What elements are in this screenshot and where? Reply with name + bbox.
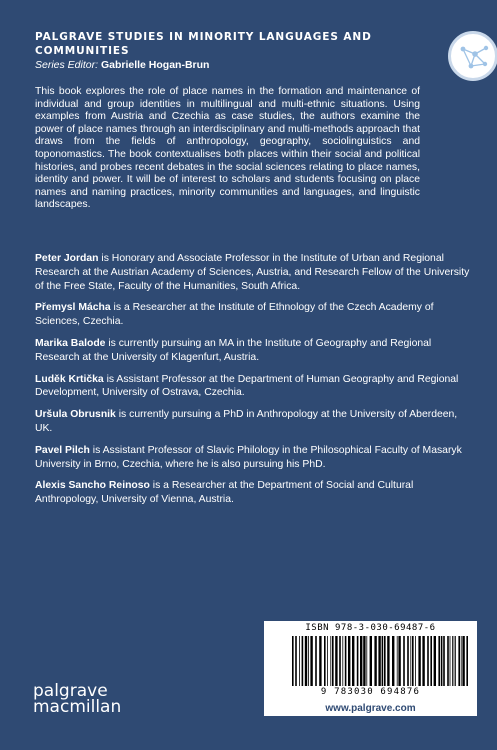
- author-name: Pavel Pilch: [35, 444, 90, 456]
- author-bio: [35, 479, 475, 507]
- publisher-logo-line1: palgrave: [33, 681, 108, 701]
- author-list: [35, 252, 475, 515]
- author-bio: [35, 301, 475, 329]
- author-bio: [35, 337, 475, 365]
- author-name: Alexis Sancho Reinoso: [35, 480, 150, 492]
- book-description: This book explores the role of place names in the formation and maintenance of individual and group identities in multilingual and multi-ethnic situations. Using examples from Austria and Czechia as case studies, the authors examine the power of place names through an interdisciplinary and multi-methods approach that draws from the fields of anthropology, geography, sociolinguistics and toponomastics. The book contextualises both places within their social and political histories, and probes recent debates in the social sciences relating to place names, identity and power. It will be of interest to scholars and students focusing on place names and naming practices, minority communities and languages, and linguistic landscapes.: [35, 86, 420, 211]
- author-name: Přemysl Mácha: [35, 302, 111, 314]
- author-name: Uršula Obrusnik: [35, 409, 116, 421]
- publisher-logo-line2: macmillan: [33, 697, 122, 717]
- publisher-logo: [33, 683, 121, 715]
- author-bio-text: is Honorary and Associate Professor in the Institute of Urban and Regional Research at the Austrian Academy of Sciences, Austria, and Research Fellow of the University of the Free State, Faculty of the Humanities, South Africa.: [35, 253, 470, 292]
- author-name: Marika Balode: [35, 337, 106, 349]
- series-editor-name: Gabrielle Hogan-Brun: [100, 59, 210, 71]
- author-name: Peter Jordan: [35, 253, 99, 264]
- author-bio: [35, 408, 475, 436]
- author-bio-text: is Assistant Professor of Slavic Philology in the Philosophical Faculty of Masaryk University in Brno, Czechia, where he is also pursuing his PhD.: [35, 444, 462, 470]
- series-title: PALGRAVE STUDIES IN MINORITY LANGUAGES AND COMMUNITIES: [35, 31, 372, 57]
- series-logo-icon: [448, 31, 497, 81]
- author-bio: [35, 444, 475, 472]
- series-editor: [35, 59, 209, 71]
- series-editor-label: Series Editor:: [35, 59, 99, 71]
- author-bio-text: is Assistant Professor at the Department of Human Geography and Regional Development, University of Ostrava, Czechia.: [35, 373, 459, 399]
- author-bio-text: is currently pursuing a PhD in Anthropology at the University of Aberdeen, UK.: [35, 409, 458, 434]
- isbn-barcode-box: [264, 621, 477, 701]
- isbn-label: ISBN 978-3-030-69487-6: [305, 623, 436, 633]
- author-bio: [35, 252, 475, 293]
- author-bio: [35, 373, 475, 401]
- author-name: Luděk Krtička: [35, 373, 104, 385]
- author-bio-text: is currently pursuing an MA in the Institute of Geography and Regional Research at the University of Klagenfurt, Austria.: [35, 337, 432, 363]
- barcode-icon: [290, 636, 470, 686]
- barcode-digits: 9 783030 694876: [320, 687, 421, 697]
- author-bio-text: is a Researcher at the Institute of Ethnology of the Czech Academy of Sciences, Czechia.: [35, 302, 434, 328]
- author-bio-text: is a Researcher at the Department of Social and Cultural Anthropology, University of Vienna, Austria.: [35, 480, 414, 506]
- publisher-website: www.palgrave.com: [264, 701, 477, 716]
